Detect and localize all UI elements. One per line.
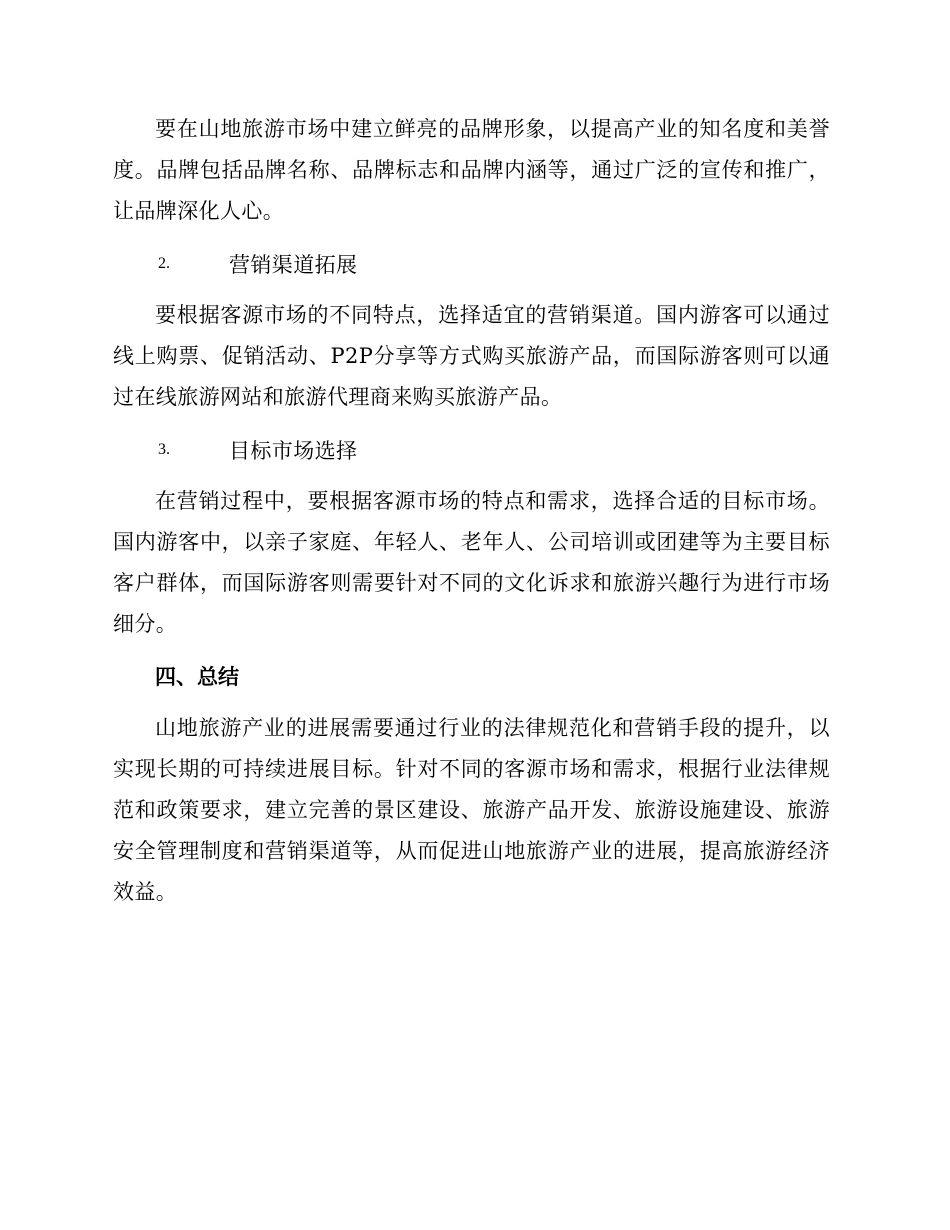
list-item-marketing-channels — [113, 243, 830, 284]
paragraph-brand: 要在山地旅游市场中建立鲜亮的品牌形象，以提高产业的知名度和美誉度。品牌包括品牌名称、品牌标志和品牌内涵等，通过广泛的宣传和推广，让品牌深化人心。 — [113, 117, 830, 223]
list-number: 2. — [158, 254, 170, 272]
paragraph-channels: 要根据客源市场的不同特点，选择适宜的营销渠道。国内游客可以通过线上购票、促销活动、P2P分享等方式购买旅游产品，而国际游客则可以通过在线旅游网站和旅游代理商来购买旅游产品。 — [113, 303, 830, 409]
list-item-target-market — [113, 429, 830, 470]
document-body — [113, 109, 830, 913]
section-heading-summary: 四、总结 — [155, 665, 239, 689]
list-number: 3. — [158, 440, 170, 458]
list-title: 目标市场选择 — [229, 438, 358, 463]
paragraph-target: 在营销过程中，要根据客源市场的特点和需求，选择合适的目标市场。国内游客中，以亲子家庭、年轻人、老年人、公司培训或团建等为主要目标客户群体，而国际游客则需要针对不同的文化诉求和旅游兴趣行为进行市场细分。 — [113, 489, 830, 636]
list-title: 营销渠道拓展 — [229, 252, 358, 277]
paragraph-summary: 山地旅游产业的进展需要通过行业的法律规范化和营销手段的提升，以实现长期的可持续进展目标。针对不同的客源市场和需求，根据行业法律规范和政策要求，建立完善的景区建设、旅游产品开发、旅游设施建设、旅游安全管理制度和营销渠道等，从而促进山地旅游产业的进展，提高旅游经济效益。 — [113, 716, 830, 904]
